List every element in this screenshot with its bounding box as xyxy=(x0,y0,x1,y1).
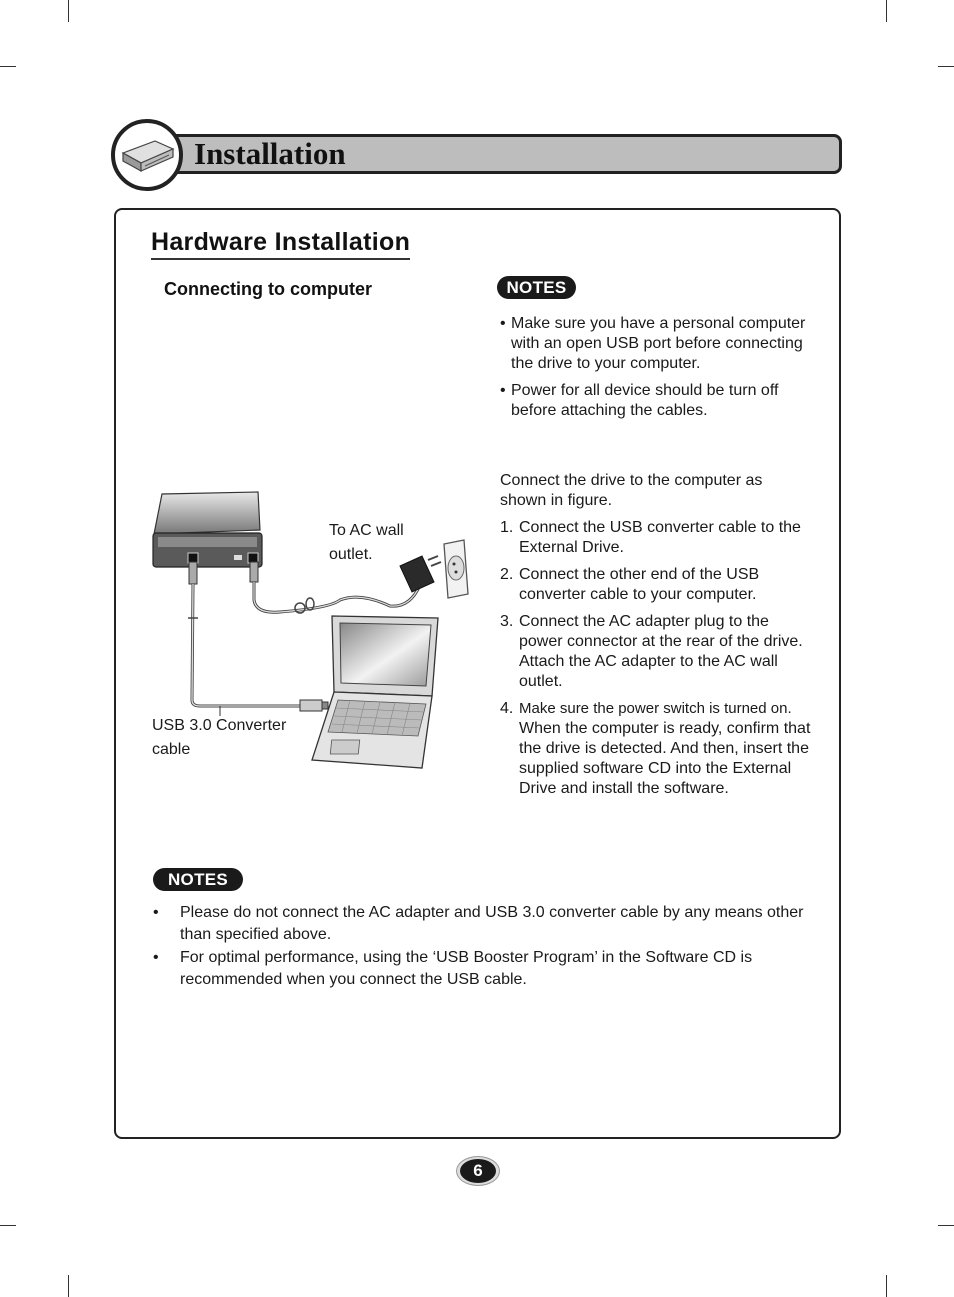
note-item: • Please do not connect the AC adapter and USB 3.0 converter cable by any means other than specified above. xyxy=(153,904,804,943)
section-title: Hardware Installation xyxy=(151,228,410,260)
crop-mark xyxy=(0,66,16,67)
notes-list xyxy=(153,902,813,992)
ac-outlet-label: To AC wall outlet. xyxy=(329,522,404,563)
crop-mark xyxy=(0,1225,16,1226)
external-drive xyxy=(153,492,262,567)
crop-mark xyxy=(938,66,954,67)
page-number: 6 xyxy=(460,1159,496,1183)
notes-badge: NOTES xyxy=(497,276,576,299)
note-item: • Make sure you have a personal computer with an open USB port before connecting the drive to your computer. xyxy=(500,315,806,372)
laptop xyxy=(312,616,438,768)
power-cable xyxy=(250,562,420,613)
note-item: • Power for all device should be turn off before attaching the cables. xyxy=(500,382,779,419)
note-item: • For optimal performance, using the ‘USB Booster Program’ in the Software CD is recommended when you connect the USB cable. xyxy=(153,949,753,988)
page-title: Installation xyxy=(194,136,346,171)
crop-mark xyxy=(886,0,887,22)
crop-mark xyxy=(68,1275,69,1297)
crop-mark xyxy=(886,1275,887,1297)
crop-mark xyxy=(938,1225,954,1226)
step-item: 3. Connect the AC adapter plug to the power connector at the rear of the drive. Attach the AC adapter to the AC wall outlet. xyxy=(500,613,803,690)
drive-icon xyxy=(111,119,183,191)
step-item: 1. Connect the USB converter cable to the External Drive. xyxy=(500,519,801,556)
notes-list xyxy=(500,314,815,428)
wall-outlet xyxy=(444,540,468,598)
step-item: 4. Make sure the power switch is turned on. When the computer is ready, confirm that the drive is detected. And then, insert the supplied software CD into the External Drive and install the software. xyxy=(500,700,811,797)
instructions-intro: Connect the drive to the computer as shown in figure. xyxy=(500,472,763,509)
usb-cable-label: USB 3.0 Converter cable xyxy=(152,717,287,758)
subsection-title: Connecting to computer xyxy=(164,279,372,299)
step-item: 2. Connect the other end of the USB converter cable to your computer. xyxy=(500,566,760,603)
notes-badge: NOTES xyxy=(153,868,243,891)
usb-cable xyxy=(188,562,328,716)
crop-mark xyxy=(68,0,69,22)
steps-list xyxy=(500,518,815,806)
